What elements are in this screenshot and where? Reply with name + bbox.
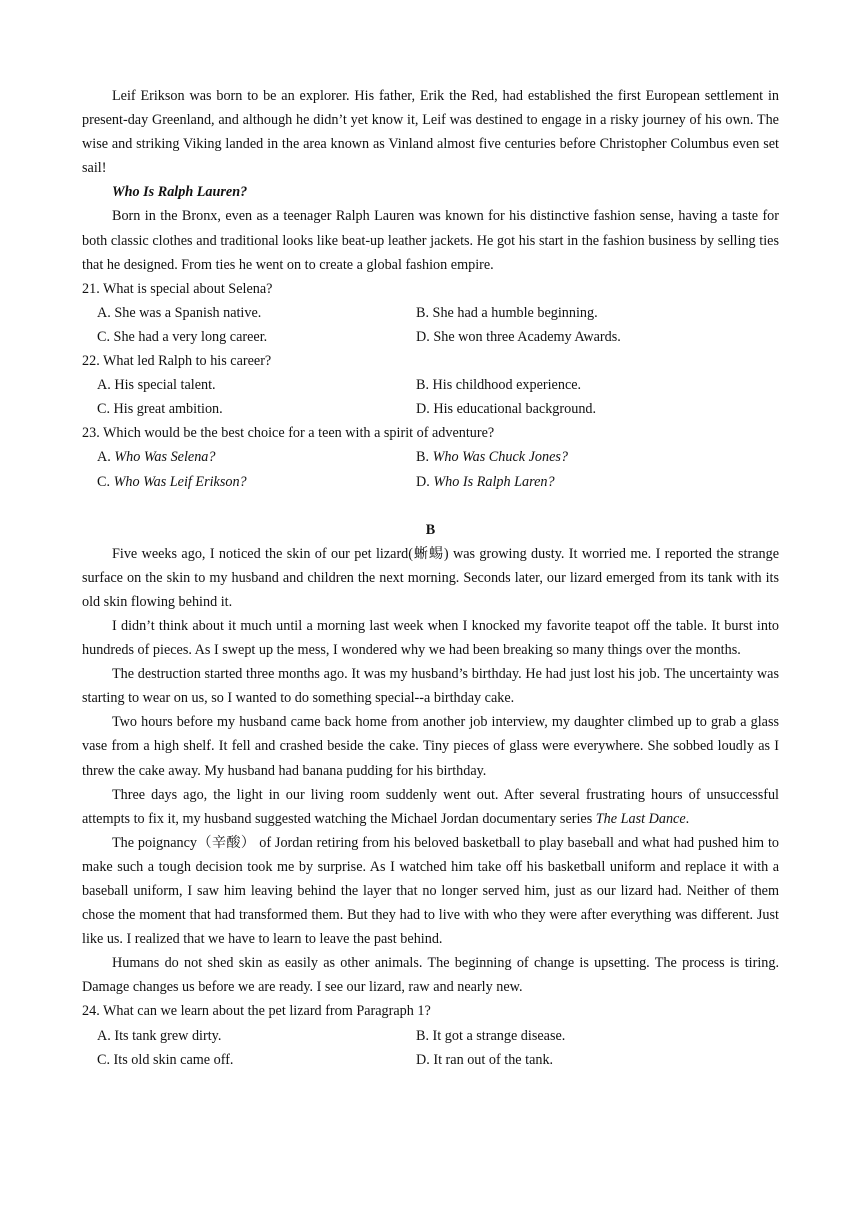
option-letter: D. [416, 473, 434, 490]
exam-page [82, 84, 779, 1072]
book-title: Who Was Selena? [114, 449, 216, 466]
section-gap [82, 494, 779, 518]
question-21 [82, 277, 779, 349]
option-a [97, 445, 416, 469]
option-d [416, 470, 779, 494]
paragraph-2: I didn’t think about it much until a morning last week when I knocked my favorite teapot off the table. It burst into hundreds of pieces. As I swept up the mess, I wondered why we had been breaking so many things over the months. [82, 617, 779, 659]
option-a: A. Its tank grew dirty. [97, 1027, 222, 1044]
option-a: A. His special talent. [97, 377, 216, 394]
paragraph-text: Three days ago, the light in our living room suddenly went out. After several frustrating hours of unsuccessful attempts to fix it, my husband suggested watching the Michael Jordan documentary series [82, 786, 779, 827]
question-stem: 21. What is special about Selena? [82, 280, 273, 297]
option-a: A. She was a Spanish native. [97, 304, 262, 321]
heading-ralph-lauren: Who Is Ralph Lauren? [112, 184, 248, 201]
option-letter: B. [416, 449, 433, 466]
option-d: D. It ran out of the tank. [416, 1051, 554, 1068]
paragraph-4: Two hours before my husband came back home from another job interview, my daughter climbed up to grab a glass vase from a high shelf. It fell and crashed beside the cake. Tiny pieces of glass were everywhere. She sobbed loudly as I threw the cake away. My husband had banana pudding for his birthday. [82, 714, 779, 779]
book-title: Who Was Chuck Jones? [432, 449, 568, 466]
question-stem: 24. What can we learn about the pet lizard from Paragraph 1? [82, 1003, 431, 1020]
options-grid [82, 373, 779, 421]
section-label-b: B [425, 521, 436, 538]
options-grid [82, 1024, 779, 1072]
option-d: D. She won three Academy Awards. [416, 328, 621, 345]
options-grid [82, 301, 779, 349]
paragraph-leif-erikson: Leif Erikson was born to be an explorer. His father, Erik the Red, had established the first European settlement in present-day Greenland, and although he didn’t yet know it, Leif was destined to engage in a risky journey of his own. The wise and striking Viking landed in the area known as Vinland almost five centuries before Christopher Columbus even set sail! [82, 88, 779, 177]
question-22 [82, 349, 779, 421]
option-d: D. His educational background. [416, 401, 597, 418]
book-title: Who Is Ralph Laren? [433, 473, 555, 490]
option-c: C. His great ambition. [97, 401, 223, 418]
option-letter: C. [97, 473, 114, 490]
question-23 [82, 421, 779, 493]
option-b: B. His childhood experience. [416, 377, 582, 394]
paragraph-6: The poignancy（辛酸） of Jordan retiring from his beloved basketball to play baseball and what had pushed him to make such a tough decision took me by surprise. As I watched him take off his basketball uniform and replace it with a baseball uniform, I saw him leaving behind the layer that no longer served him, just as our lizard had. Neither of them chose the moment that had transformed them. But they had to live with who they were after everything was different. Just like us. I realized that we have to learn to leave the past behind. [82, 834, 779, 948]
paragraph-1: Five weeks ago, I noticed the skin of our pet lizard(蜥蜴) was growing dusty. It worried me. I reported the strange surface on the skin to my husband and children the next morning. Seconds later, our lizard emerged from its tank with its old skin flowing behind it. [82, 545, 779, 610]
paragraph-ralph-lauren: Born in the Bronx, even as a teenager Ralph Lauren was known for his distinctive fashion sense, having a taste for both classic clothes and traditional looks like beat-up leather jackets. He got his start in the fashion business by selling ties that he designed. From ties he went on to create a global fashion empire. [82, 208, 779, 273]
option-b [416, 445, 779, 469]
paragraph-end: . [685, 810, 690, 827]
option-letter: A. [97, 449, 115, 466]
question-24 [82, 999, 779, 1071]
question-stem: 22. What led Ralph to his career? [82, 353, 272, 370]
options-grid [82, 445, 779, 493]
paragraph-3: The destruction started three months ago. It was my husband’s birthday. He had just lost his job. The uncertainty was starting to wear on us, so I wanted to do something special--a birthday cake. [82, 666, 779, 707]
option-c: C. She had a very long career. [97, 328, 268, 345]
paragraph-5 [82, 783, 779, 831]
option-b: B. It got a strange disease. [416, 1027, 566, 1044]
question-stem: 23. Which would be the best choice for a teen with a spirit of adventure? [82, 425, 495, 442]
option-c: C. Its old skin came off. [97, 1051, 234, 1068]
option-c [97, 470, 416, 494]
book-title: Who Was Leif Erikson? [113, 473, 247, 490]
paragraph-7: Humans do not shed skin as easily as other animals. The beginning of change is upsetting. The process is tiring. Damage changes us before we are ready. I see our lizard, raw and nearly new. [82, 955, 779, 996]
documentary-title: The Last Dance [595, 810, 686, 827]
option-b: B. She had a humble beginning. [416, 304, 598, 321]
